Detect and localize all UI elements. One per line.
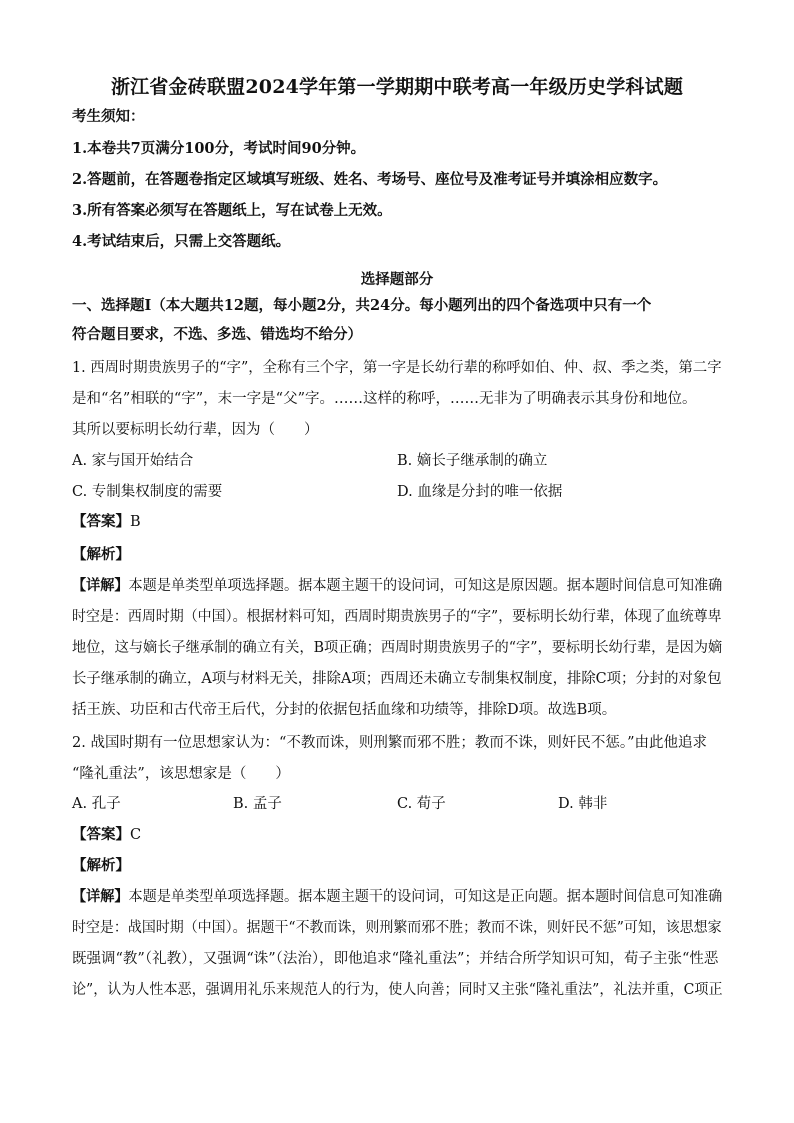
q2-detail-line: 【详解】本题是单类型单项选择题。据本题主题干的设问词，可知这是正向题。据本题时间信息可知准确 [72, 888, 723, 905]
detail-label: 【详解】 [72, 888, 129, 905]
answer-value: C [130, 827, 142, 843]
notice-item: 4.考试结束后，只需上交答题纸。 [72, 233, 291, 250]
section-title: 选择题部分 [360, 271, 434, 288]
q1-detail-line: 长子继承制的确立，A项与材料无关，排除A项；西周还未确立专制集权制度，排除C项；分封的对象包 [72, 671, 722, 687]
detail-label: 【详解】 [72, 577, 129, 594]
q1-detail-line: 地位，这与嫡长子继承制的确立有关，B项正确；西周时期贵族男子的“字”，要标明长幼行辈，是因为嫡 [72, 640, 723, 656]
q1-stem-line: 是和“名”相联的“字”，末一字是“父”字。……这样的称呼，……无非为了明确表示其身份和地位。 [72, 391, 697, 407]
q1-option-a: A. 家与国开始结合 [72, 453, 194, 469]
q2-analysis-label: 【解析】 [72, 857, 130, 874]
q1-stem-line: 1. 西周时期贵族男子的“字”，全称有三个字，第一字是长幼行辈的称呼如伯、仲、叔、季之类，第二字 [72, 360, 722, 376]
answer-label: 【答案】 [72, 513, 130, 530]
q2-option-a: A. 孔子 [72, 796, 121, 812]
q2-stem-line: 2. 战国时期有一位思想家认为：“不教而诛，则刑繁而邪不胜；教而不诛，则奸民不惩。”由此他追求 [72, 735, 708, 751]
notice-item: 1.本卷共7页满分100分，考试时间90分钟。 [72, 140, 366, 157]
answer-label: 【答案】 [72, 826, 130, 843]
q2-option-b: B. 孟子 [233, 796, 282, 812]
q1-option-c: C. 专制集权制度的需要 [72, 484, 223, 500]
q1-analysis-label: 【解析】 [72, 546, 130, 563]
q1-stem-line: 其所以要标明长幼行辈，因为（ ） [72, 422, 319, 438]
q2-detail-line: 时空是：战国时期（中国）。据题干“不教而诛，则刑繁而邪不胜；教而不诛，则奸民不惩”可知，该思想家 [72, 920, 722, 936]
notice-item: 3.所有答案必须写在答题纸上，写在试卷上无效。 [72, 202, 392, 219]
q1-detail-line: 时空是：西周时期（中国）。根据材料可知，西周时期贵族男子的“字”，要标明长幼行辈，体现了血统尊卑 [72, 609, 722, 625]
notice-item: 2.答题前，在答题卷指定区域填写班级、姓名、考场号、座位号及准考证号并填涂相应数字。 [72, 171, 668, 188]
q2-detail-line: 论”，认为人性本恶，强调用礼乐来规范人的行为，使人向善；同时又主张“隆礼重法”，礼法并重，C项正 [72, 982, 723, 998]
q1-answer [72, 512, 141, 532]
q1-option-d: D. 血缘是分封的唯一依据 [397, 484, 563, 500]
q1-detail-line: 括王族、功臣和古代帝王后代，分封的依据包括血缘和功绩等，排除D项。故选B项。 [72, 702, 617, 718]
part-heading-line: 一、选择题Ⅰ（本大题共12题，每小题2分，共24分。每小题列出的四个备选项中只有一个 [72, 297, 652, 314]
q2-detail-line: 既强调“教”（礼教），又强调“诛”（法治），即他追求“隆礼重法”；并结合所学知识可知，荀子主张“性恶 [72, 951, 719, 967]
q2-option-c: C. 荀子 [397, 796, 446, 812]
q1-option-b: B. 嫡长子继承制的确立 [397, 453, 548, 469]
q1-detail-line: 【详解】本题是单类型单项选择题。据本题主题干的设问词，可知这是原因题。据本题时间信息可知准确 [72, 577, 723, 594]
q2-answer [72, 825, 141, 845]
answer-value: B [130, 514, 141, 530]
q2-option-d: D. 韩非 [558, 796, 608, 812]
page-title: 浙江省金砖联盟2024学年第一学期期中联考高一年级历史学科试题 [110, 76, 684, 98]
notice-heading: 考生须知： [72, 108, 145, 125]
part-heading-line: 符合题目要求，不选、多选、错选均不给分） [72, 326, 362, 343]
q2-stem-line: “隆礼重法”，该思想家是（ ） [72, 766, 290, 782]
